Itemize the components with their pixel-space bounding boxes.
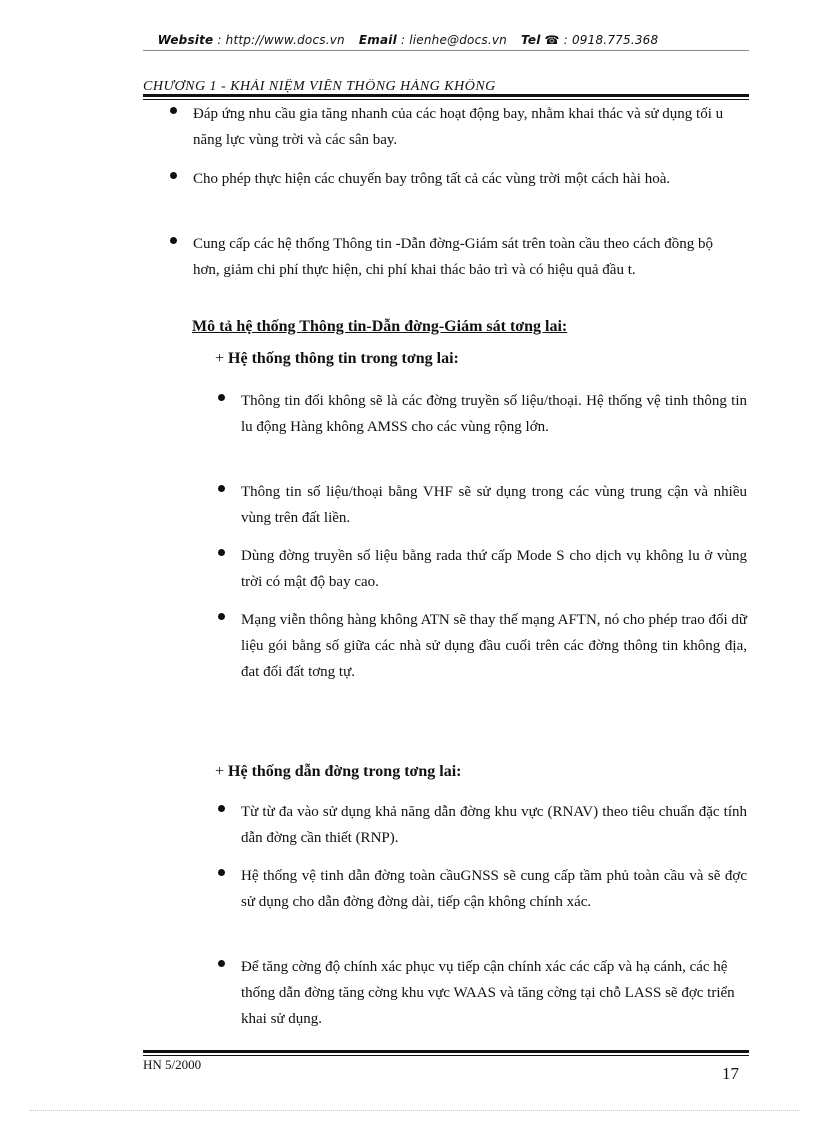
footer-rule-thick: [143, 1050, 749, 1053]
list-item-text: Thông tin số liệu/thoại bằng VHF sẽ sử dụng trong các vùng trung cận và nhiều vùng trên đất liền.: [241, 484, 747, 526]
website-value[interactable]: : http://www.docs.vn: [217, 33, 345, 47]
bullet-icon: [218, 960, 225, 967]
bullet-icon: [170, 107, 177, 114]
section-heading: Mô tả hệ thống Thông tin-Dẫn đờng-Giám sát tơng lai:: [192, 318, 568, 335]
bullet-icon: [218, 613, 225, 620]
header-contact: [0, 33, 816, 47]
phone-icon: ☎: [544, 33, 560, 47]
list-item-text: Thông tin đối không sẽ là các đờng truyền số liệu/thoại. Hệ thống vệ tinh thông tin lu động Hàng không AMSS cho các vùng rộng lớn.: [241, 393, 747, 435]
bullet-icon: [170, 237, 177, 244]
footer-date: HN 5/2000: [143, 1057, 202, 1072]
comm-subheading: [215, 350, 459, 368]
bullet-icon: [170, 172, 177, 179]
list-item-text: Cho phép thực hiện các chuyến bay trông tất cả các vùng trời một cách hài hoà.: [193, 171, 671, 187]
email-value[interactable]: : lienhe@docs.vn: [400, 33, 507, 47]
comm-title: Hệ thống thông tin trong tơng lai:: [228, 350, 459, 367]
page-number: 17: [722, 1064, 739, 1083]
page-edge: [30, 1110, 800, 1111]
bullet-icon: [218, 394, 225, 401]
chapter-rule-thin: [143, 99, 749, 100]
footer-rule-thin: [143, 1055, 749, 1056]
plus-sign: +: [215, 763, 225, 780]
list-item-text: Để tăng cờng độ chính xác phục vụ tiếp cận chính xác các cấp và hạ cánh, các hệ thống dẫn đờng tăng cờng khu vực WAAS và tăng cờng tại chỗ LASS sẽ đợc triển khai sử dụng.: [241, 959, 735, 1027]
list-item-text: Từ từ đa vào sử dụng khả năng dẫn đờng khu vực (RNAV) theo tiêu chuẩn đặc tính dẫn đờng cần thiết (RNP).: [241, 804, 747, 846]
nav-title: Hệ thống dẫn đờng trong tơng lai:: [228, 763, 462, 780]
chapter-rule-thick: [143, 94, 749, 97]
bullet-icon: [218, 485, 225, 492]
list-item-text: Mạng viễn thông hàng không ATN sẽ thay thế mạng AFTN, nó cho phép trao đổi dữ liệu gói bằng số giữa các nhà sử dụng đầu cuối trên các đờng thông tin không địa, đat đối đất tơng tự.: [241, 612, 747, 680]
bullet-icon: [218, 805, 225, 812]
list-item-text: Đáp ứng nhu cầu gia tăng nhanh của các hoạt động bay, nhằm khai thác và sử dụng tối u năng lực vùng trời và các sân bay.: [193, 106, 724, 148]
tel-label: Tel: [521, 33, 541, 47]
chapter-title: CHƯƠNG 1 - KHÁI NIỆM VIỄN THÔNG HÀNG KHÔNG: [143, 79, 496, 93]
bullet-icon: [218, 869, 225, 876]
tel-value: : 0918.775.368: [563, 33, 659, 47]
website-label: Website: [157, 33, 214, 47]
list-item-text: Dùng đờng truyền số liệu bằng rada thứ cấp Mode S cho dịch vụ không lu ở vùng trời có mật độ bay cao.: [241, 548, 747, 590]
header-divider: [143, 50, 749, 51]
nav-subheading: [215, 763, 462, 781]
email-label: Email: [358, 33, 397, 47]
bullet-icon: [218, 549, 225, 556]
list-item-text: Hệ thống vệ tinh dẫn đờng toàn cầuGNSS sẽ cung cấp tầm phủ toàn cầu và sẽ đợc sử dụng cho dẫn đờng đờng dài, tiếp cận không chính xác.: [241, 868, 747, 910]
list-item-text: Cung cấp các hệ thống Thông tin -Dẫn đờng-Giám sát trên toàn cầu theo cách đồng bộ hơn, giảm chi phí thực hiện, chi phí khai thác bảo trì và có hiệu quả đầu t.: [193, 236, 714, 278]
plus-sign: +: [215, 350, 225, 367]
